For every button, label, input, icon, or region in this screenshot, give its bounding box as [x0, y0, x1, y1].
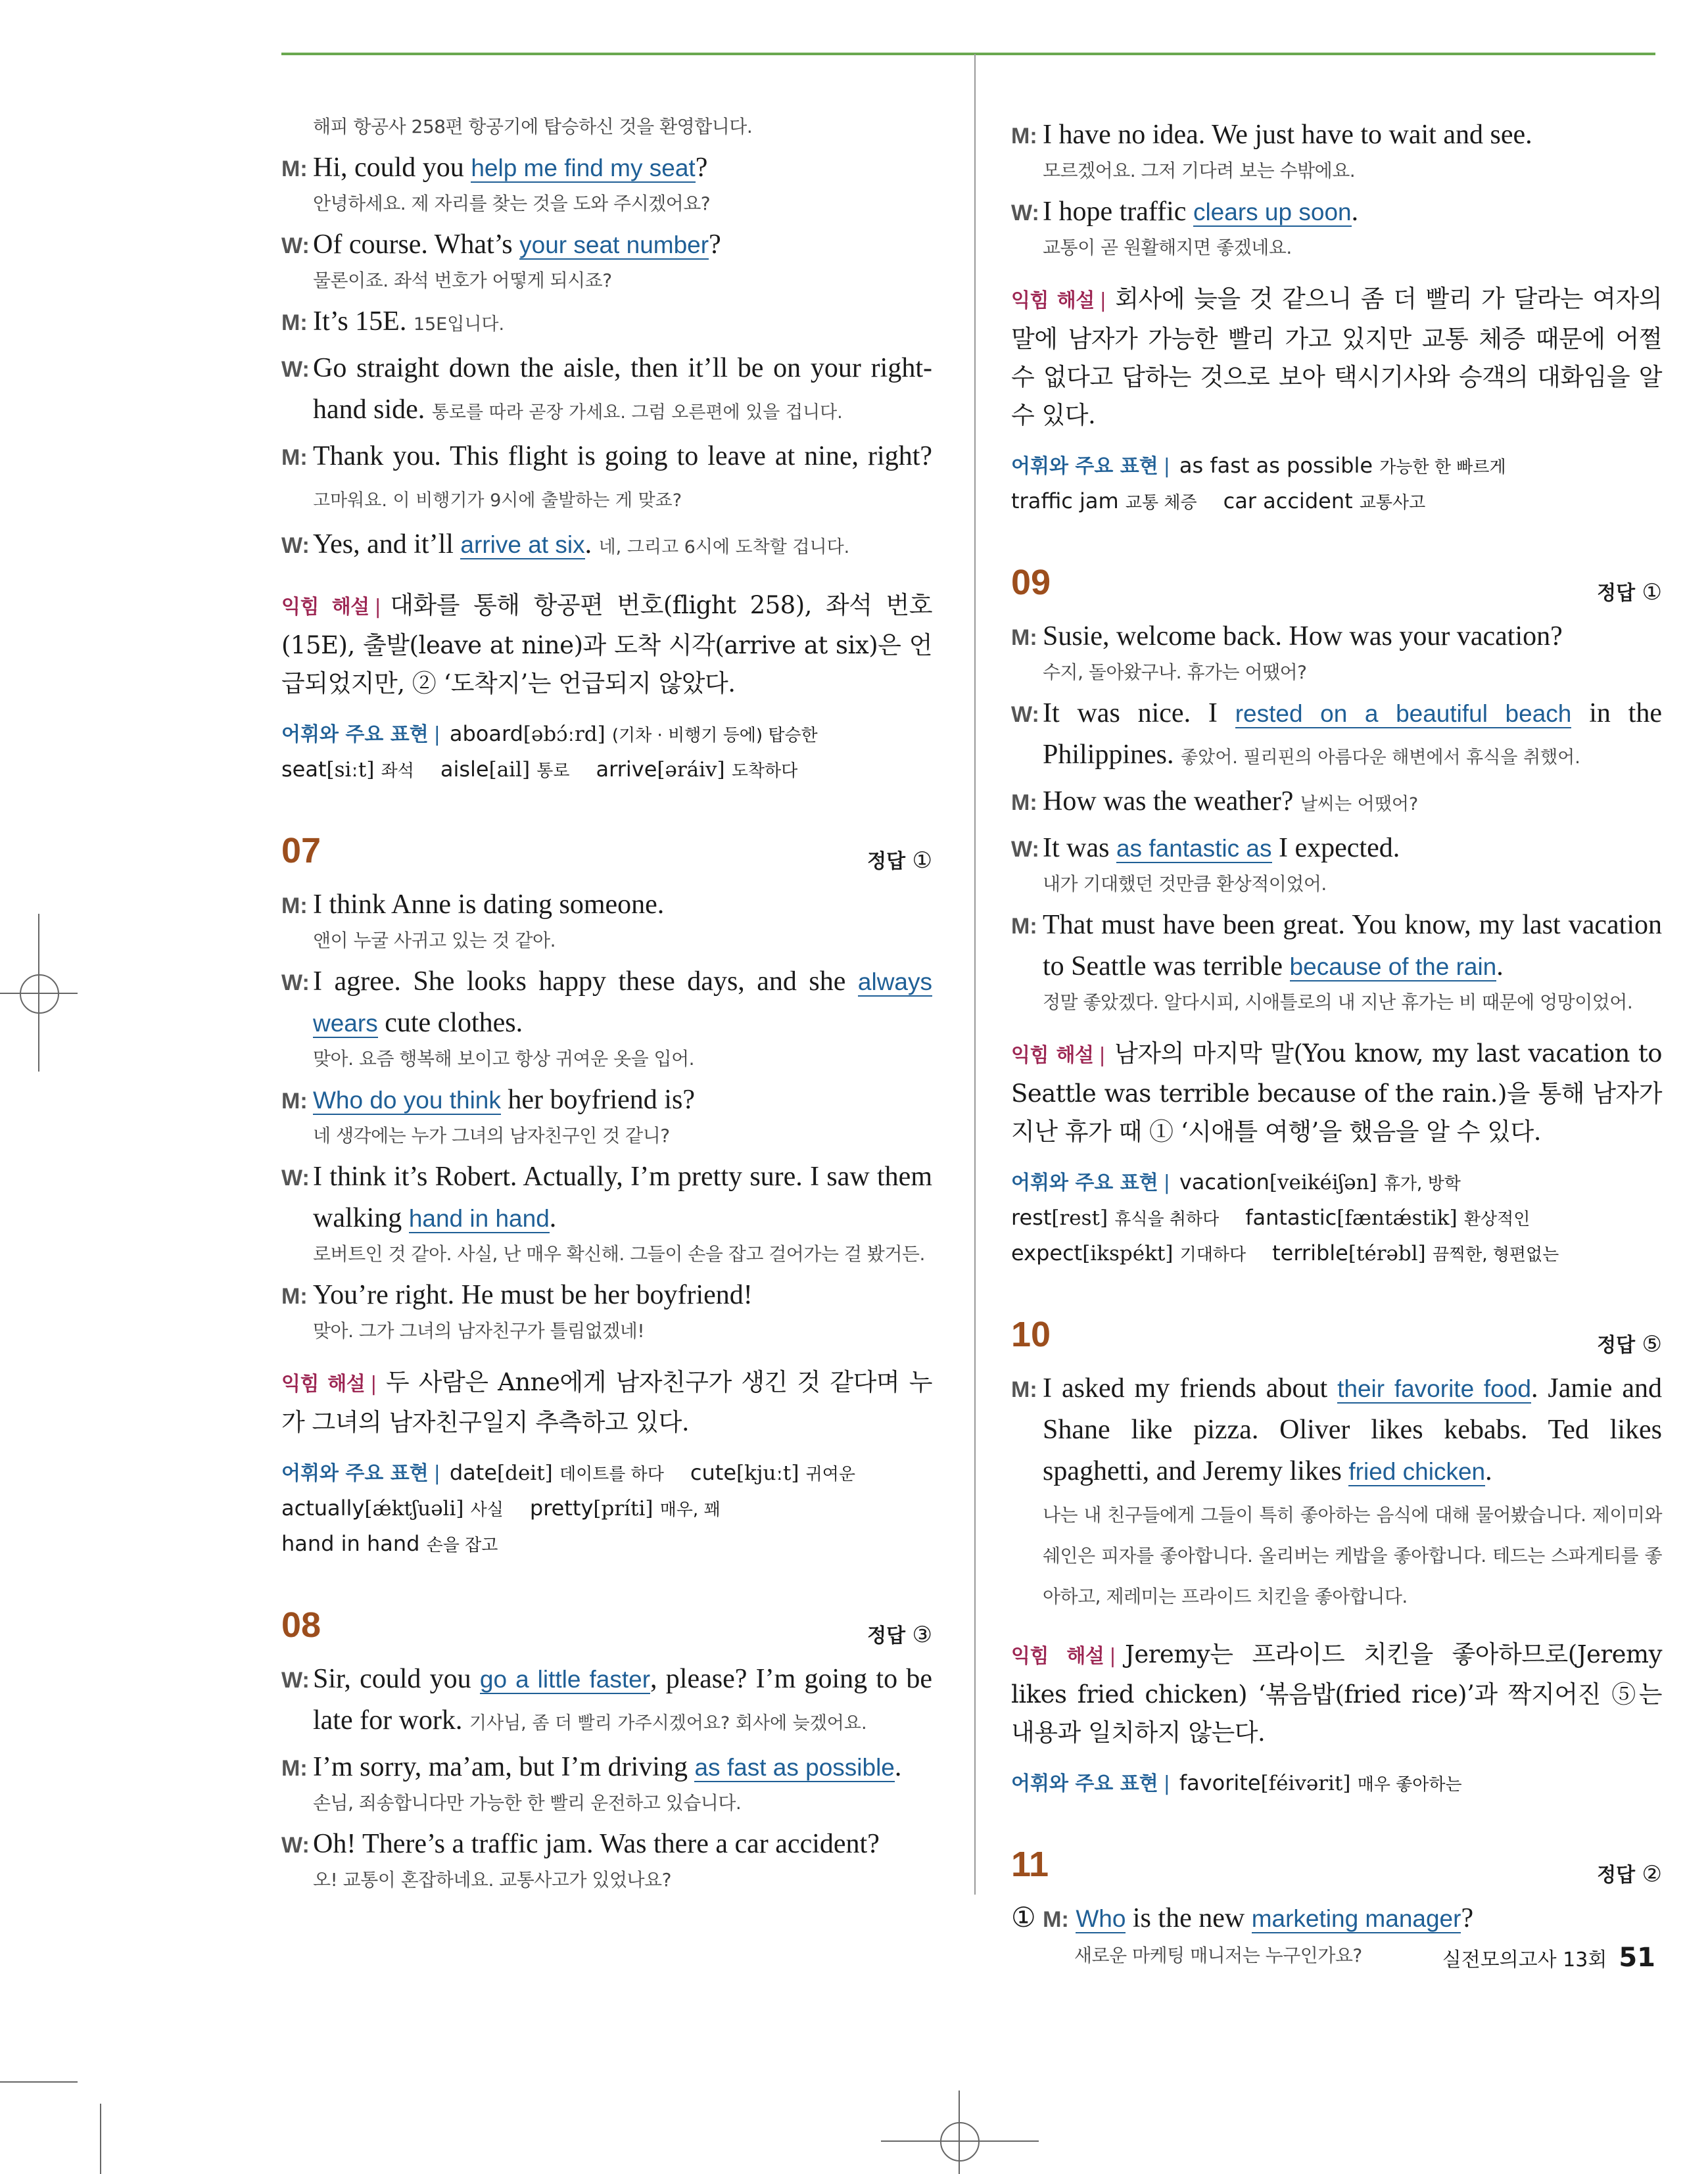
speaker-label: M:	[281, 445, 308, 470]
vocab-meaning: 매우 좋아하는	[1357, 1775, 1462, 1795]
separator: |	[433, 723, 440, 746]
dialogue-line	[1011, 191, 1662, 233]
dialogue-line	[281, 1824, 932, 1865]
vocab-pron: [ail]	[488, 758, 531, 782]
explanation	[281, 1363, 932, 1442]
vocab-pron: [ǽktʃuəli]	[364, 1497, 464, 1521]
dialogue-line	[281, 1659, 932, 1744]
vocab-meaning: 가능한 한 빠르게	[1379, 458, 1506, 477]
line-text: It was nice. I	[1043, 698, 1235, 728]
dialogue-line	[1011, 905, 1662, 987]
inline-translation: 네, 그리고 6시에 도착할 겁니다.	[598, 537, 850, 557]
vocab-label: 어휘와 주요 표현	[281, 1462, 429, 1485]
dialogue-line	[281, 348, 932, 433]
vocab-meaning: 교통 체증	[1125, 493, 1197, 513]
translation: 로버트인 것 같아. 사실, 난 매우 확신해. 그들이 손을 잡고 걸어가는 걸 봤거든.	[313, 1243, 925, 1265]
vocab-meaning: 손을 잡고	[426, 1536, 498, 1555]
inline-translation: 고마워요. 이 비행기가 9시에 출발하는 게 맞죠?	[313, 490, 682, 511]
registration-circle	[20, 974, 59, 1014]
line-text: .	[1485, 1456, 1492, 1486]
left-column	[281, 112, 932, 1901]
vocab-word: rest	[1011, 1205, 1052, 1230]
line-text: ?	[709, 229, 721, 260]
vocab-row	[1011, 449, 1662, 484]
vocab-meaning: 끔찍한, 형편없는	[1432, 1245, 1559, 1265]
vocab-word: favorite	[1179, 1770, 1261, 1795]
vocab-pron: [fæntǽstik]	[1337, 1206, 1458, 1230]
separator: |	[1099, 1044, 1106, 1067]
line-text: I hope traffic	[1043, 197, 1193, 227]
translation: 나는 내 친구들에게 그들이 특히 좋아하는 음식에 대해 물어봤습니다. 제이미와 쉐인은 피자를 좋아합니다. 올리버는 케밥을 좋아합니다. 테드는 스파게티를 좋아하고, 제레미는 프라이드 치킨을 좋아합니다.	[1043, 1504, 1662, 1607]
page-number: 51	[1619, 1943, 1655, 1973]
vocab-meaning: 귀여운	[805, 1465, 856, 1484]
vocabulary	[1011, 1166, 1662, 1272]
line-text: ?	[1461, 1903, 1474, 1933]
vocabulary	[1011, 1766, 1662, 1802]
answer-key	[867, 845, 932, 874]
speaker-label: M:	[281, 893, 308, 918]
inline-translation: 통로를 따라 곧장 가세요. 그럼 오른편에 있을 겁니다.	[431, 402, 843, 423]
answer-key	[1597, 1858, 1662, 1887]
translation: 모르겠어요. 그저 기다려 보는 수밖에요.	[1043, 160, 1356, 181]
line-text: ?	[695, 153, 708, 183]
answer-value: ⑤	[1642, 1331, 1662, 1358]
answer-value: ②	[1642, 1861, 1662, 1887]
line-text: I expected.	[1271, 833, 1400, 863]
dialogue-line	[1011, 781, 1662, 825]
explanation-text: 회사에 늦을 것 같으니 좀 더 빨리 가 달라는 여자의 말에 남자가 가능한 빨리 가고 있지만 교통 체증 때문에 어쩔 수 없다고 답하는 것으로 보아 택시기사와 승객의 대화임을 알 수 있다.	[1011, 285, 1662, 429]
vocab-meaning: (기차 · 비행기 등에) 탑승한	[611, 726, 818, 745]
vocab-word: expect	[1011, 1241, 1083, 1265]
speaker-label: W:	[281, 357, 310, 382]
line-text: in the Philippines.	[1043, 698, 1662, 770]
explanation-label: 익힘 해설	[1011, 1044, 1094, 1067]
line-text: Sir, could you	[313, 1664, 480, 1694]
vocab-meaning: 휴가, 방학	[1383, 1174, 1461, 1194]
answer-key	[867, 1619, 932, 1648]
vocab-pron: [ikspékt]	[1082, 1242, 1174, 1265]
blank-answer: because of the rain	[1289, 953, 1497, 980]
inline-translation: 날씨는 어땠어?	[1300, 794, 1419, 815]
vocab-word: traffic jam	[1011, 488, 1119, 513]
separator: |	[1163, 455, 1170, 478]
vocabulary	[281, 1456, 932, 1563]
question-header	[281, 830, 932, 882]
line-text: .	[584, 529, 599, 559]
dialogue-line	[281, 224, 932, 266]
dialogue-line	[281, 1747, 932, 1788]
speaker-label: M:	[281, 1089, 308, 1114]
vocab-label: 어휘와 주요 표현	[1011, 1171, 1158, 1194]
vocab-pron: [térəbl]	[1348, 1242, 1426, 1265]
answer-key	[1597, 1329, 1662, 1358]
line-text: How was the weather?	[1043, 786, 1300, 816]
footer-title: 실전모의고사 13회	[1442, 1949, 1607, 1972]
speaker-label: M:	[1043, 1907, 1069, 1932]
dialogue-line	[281, 1079, 932, 1121]
vocab-row	[281, 1492, 932, 1527]
question-number: 10	[1011, 1315, 1051, 1354]
translation: 새로운 마케팅 매니저는 누구인가요?	[1074, 1945, 1362, 1966]
line-text: her boyfriend is?	[500, 1085, 695, 1115]
speaker-label: M:	[281, 1756, 308, 1781]
vocab-row	[1011, 1166, 1662, 1201]
answer-label: 정답	[1597, 1334, 1636, 1357]
vocab-pron: [príti]	[593, 1497, 653, 1521]
inline-translation: 기사님, 좀 더 빨리 가주시겠어요? 회사에 늦겠어요.	[469, 1713, 867, 1734]
speaker-label: W:	[281, 233, 310, 258]
vocabulary	[1011, 449, 1662, 520]
line-text: It’s 15E.	[313, 306, 414, 337]
vocab-row	[1011, 1237, 1662, 1272]
speaker-label: M:	[281, 1284, 308, 1309]
translation: 손님, 죄송합니다만 가능한 한 빨리 운전하고 있습니다.	[313, 1792, 742, 1814]
translation: 해피 항공사 258편 항공기에 탑승하신 것을 환영합니다.	[313, 116, 753, 137]
explanation-label: 익힘 해설	[281, 1373, 366, 1396]
line-text: .	[549, 1203, 557, 1233]
vocab-word: aisle	[440, 757, 489, 782]
separator: |	[370, 1373, 377, 1396]
explanation-text: 남자의 마지막 말(You know, my last vacation to Seattle was terrible because of the rain.)을 통해 남자가 지난 휴가 때 ① ‘시애틀 여행’을 했음을 알 수 있다.	[1011, 1039, 1662, 1146]
vocab-row	[1011, 484, 1662, 520]
separator: |	[1109, 1645, 1116, 1668]
line-text: I’m sorry, ma’am, but I’m driving	[313, 1752, 695, 1782]
vocab-label: 어휘와 주요 표현	[1011, 1772, 1158, 1795]
line-text: Thank you. This flight is going to leave at nine, right?	[313, 441, 932, 471]
top-rule	[281, 53, 1655, 55]
vocab-meaning: 데이트를 하다	[559, 1465, 664, 1484]
speaker-label: M:	[281, 156, 308, 181]
speaker-label: M:	[281, 310, 308, 335]
dialogue-line	[1011, 1898, 1662, 1941]
vocab-word: aboard	[449, 721, 523, 746]
vocab-row	[281, 1456, 932, 1492]
speaker-label: W:	[281, 1833, 310, 1858]
question-header	[281, 1605, 932, 1656]
vocab-meaning: 기대하다	[1179, 1245, 1246, 1265]
explanation-text: Jeremy는 프라이드 치킨을 좋아하므로(Jeremy likes fried chicken) ‘볶음밥(fried rice)’과 짝지어진 ⑤는 내용과 일치하지 않는다.	[1011, 1640, 1662, 1747]
option-marker: ①	[1011, 1903, 1036, 1933]
blank-answer: Who do you think	[313, 1087, 501, 1114]
separator: |	[374, 596, 381, 619]
vocab-pron: [kjuːt]	[736, 1461, 799, 1485]
line-text: Oh! There’s a traffic jam. Was there a car accident?	[313, 1829, 880, 1859]
translation: 수지, 돌아왔구나. 휴가는 어땠어?	[1043, 661, 1307, 683]
blank-answer: help me find my seat	[471, 154, 696, 181]
translation: 교통이 곧 원활해지면 좋겠네요.	[1043, 237, 1292, 258]
vocab-row	[1011, 1201, 1662, 1237]
vocab-label: 어휘와 주요 표현	[1011, 455, 1158, 478]
vocab-word: arrive	[596, 757, 657, 782]
blank-answer: fried chicken	[1348, 1458, 1486, 1485]
explanation-label: 익힘 해설	[1011, 289, 1095, 312]
blank-answer: arrive at six	[460, 531, 585, 558]
blank-answer: Who	[1076, 1905, 1126, 1932]
crop-mark	[100, 2104, 101, 2174]
speaker-label: W:	[281, 1166, 310, 1191]
answer-key	[1597, 577, 1662, 605]
vocab-meaning: 교통사고	[1359, 493, 1426, 513]
vocab-pron: [siːt]	[326, 758, 375, 782]
vocab-word: car accident	[1223, 488, 1353, 513]
answer-value: ①	[1642, 579, 1662, 605]
blank-answer: go a little faster	[479, 1666, 651, 1693]
vocab-meaning: 통로	[536, 761, 570, 781]
line-text: You’re right. He must be her boyfriend!	[313, 1280, 753, 1310]
blank-answer: rested on a beautiful beach	[1235, 700, 1572, 727]
dialogue-line	[281, 147, 932, 189]
separator: |	[1099, 289, 1106, 312]
question-number: 08	[281, 1605, 321, 1645]
explanation-text: 두 사람은 Anne에게 남자친구가 생긴 것 같다며 누가 그녀의 남자친구일지 추측하고 있다.	[281, 1368, 932, 1436]
dialogue-line	[281, 436, 932, 521]
explanation-label: 익힘 해설	[1011, 1645, 1104, 1668]
dialogue-line	[281, 1275, 932, 1316]
question-header	[1011, 1314, 1662, 1365]
translation: 물론이죠. 좌석 번호가 어떻게 되시죠?	[313, 270, 612, 291]
speaker-label: M:	[1011, 790, 1037, 815]
vocab-word: fantastic	[1245, 1205, 1337, 1230]
vocab-label: 어휘와 주요 표현	[281, 723, 429, 746]
explanation-label: 익힘 해설	[281, 596, 369, 619]
vocab-word: date	[449, 1460, 498, 1485]
dialogue-line	[1011, 693, 1662, 778]
answer-label: 정답	[867, 1624, 906, 1647]
speaker-label: M:	[1011, 625, 1037, 650]
translation: 네 생각에는 누가 그녀의 남자친구인 것 같니?	[313, 1125, 670, 1146]
question-number: 11	[1011, 1845, 1049, 1884]
line-text: Yes, and it’ll	[313, 529, 461, 559]
speaker-label: W:	[1011, 837, 1039, 862]
speaker-label: W:	[1011, 702, 1039, 727]
dialogue-line	[1011, 616, 1662, 657]
line-text: I think Anne is dating someone.	[313, 889, 665, 920]
vocab-word: terrible	[1272, 1241, 1348, 1265]
speaker-label: M:	[1011, 124, 1037, 149]
vocab-word: hand in hand	[281, 1531, 420, 1556]
answer-label: 정답	[1597, 582, 1636, 605]
explanation	[281, 586, 932, 703]
separator: |	[1163, 1772, 1170, 1795]
blank-answer: clears up soon	[1193, 199, 1352, 225]
explanation	[1011, 1636, 1662, 1752]
vocab-meaning: 매우, 꽤	[659, 1500, 721, 1520]
translation: 안녕하세요. 제 자리를 찾는 것을 도와 주시겠어요?	[313, 193, 711, 214]
line-text: It was	[1043, 833, 1116, 863]
vocab-meaning: 환상적인	[1463, 1210, 1530, 1229]
dialogue-line	[281, 961, 932, 1044]
translation: 맞아. 그가 그녀의 남자친구가 틀림없겠네!	[313, 1320, 645, 1342]
question-number: 09	[1011, 563, 1051, 602]
vocabulary	[281, 717, 932, 788]
vocab-pron: [əbɔ́ːrd]	[523, 722, 605, 746]
translation: 오! 교통이 혼잡하네요. 교통사고가 있었나요?	[313, 1869, 671, 1891]
answer-value: ③	[912, 1622, 932, 1648]
explanation	[1011, 280, 1662, 435]
answer-label: 정답	[1597, 1864, 1636, 1887]
vocab-meaning: 도착하다	[731, 761, 798, 781]
vocab-pron: [əráiv]	[657, 758, 725, 782]
blank-answer: as fast as possible	[694, 1754, 895, 1781]
translation: 맞아. 요즘 행복해 보이고 항상 귀여운 옷을 입어.	[313, 1048, 695, 1070]
line-text: . Jamie and Shane like pizza. Oliver likes kebabs. Ted likes spaghetti, and Jeremy likes	[1043, 1373, 1662, 1486]
vocab-row	[1011, 1766, 1662, 1802]
line-text: I asked my friends about	[1043, 1373, 1338, 1404]
line-text: .	[894, 1752, 902, 1782]
blank-answer: hand in hand	[408, 1205, 550, 1232]
speaker-label: W:	[281, 533, 310, 558]
line-text: I think it’s Robert. Actually, I’m pretty sure. I saw them walking	[313, 1162, 932, 1233]
explanation-text: 대화를 통해 항공편 번호(flight 258), 좌석 번호(15E), 출발(leave at nine)과 도착 시각(arrive at six)은 언급되었지만, ② ‘도착지’는 언급되지 않았다.	[281, 591, 933, 697]
dialogue-line	[281, 301, 932, 345]
inline-translation: 15E입니다.	[413, 314, 505, 335]
line-text: I agree. She looks happy these days, and she	[313, 966, 858, 997]
vocab-meaning: 좌석	[381, 761, 414, 781]
line-text: That must have been great. You know, my last vacation to Seattle was terrible	[1043, 910, 1662, 981]
speaker-label: M:	[1011, 914, 1037, 939]
answer-label: 정답	[867, 850, 906, 873]
line-text: , please? I’m going to be late for work.	[313, 1664, 932, 1736]
vocab-word: vacation	[1179, 1170, 1269, 1194]
dialogue-line	[1011, 114, 1662, 156]
vocab-meaning: 사실	[470, 1500, 504, 1520]
line-text: .	[1496, 951, 1504, 981]
separator: |	[433, 1462, 440, 1485]
question-header	[1011, 1844, 1662, 1895]
line-text: Susie, welcome back. How was your vacation?	[1043, 621, 1563, 651]
translation: 앤이 누굴 사귀고 있는 것 같아.	[313, 930, 556, 951]
line-text: cute clothes.	[377, 1008, 523, 1038]
line-text: Of course. What’s	[313, 229, 520, 260]
dialogue-line	[281, 884, 932, 926]
vocab-word: cute	[690, 1460, 737, 1485]
vocab-pron: [veikéiʃən]	[1269, 1171, 1377, 1194]
registration-circle	[940, 2122, 980, 2162]
blank-answer: as fantastic as	[1116, 835, 1272, 862]
vocab-pron: [rest]	[1051, 1206, 1108, 1230]
speaker-label: W:	[281, 1668, 310, 1693]
answer-value: ①	[912, 847, 932, 874]
vocab-pron: [deit]	[497, 1461, 553, 1485]
dialogue-line	[281, 524, 932, 568]
vocab-meaning: 휴식을 취하다	[1114, 1210, 1220, 1229]
line-text: is the new	[1126, 1903, 1252, 1933]
vocab-word: seat	[281, 757, 327, 782]
speaker-label: W:	[281, 970, 310, 995]
line-text: .	[1351, 197, 1359, 227]
vocab-row	[281, 753, 932, 788]
column-divider	[974, 54, 976, 1895]
line-text: I have no idea. We just have to wait and see.	[1043, 120, 1532, 150]
crop-mark	[0, 2081, 78, 2083]
vocab-row	[281, 717, 932, 753]
question-header	[1011, 562, 1662, 613]
question-number: 07	[281, 831, 321, 870]
vocab-word: pretty	[529, 1496, 594, 1521]
page-footer	[1442, 1943, 1655, 1973]
vocab-word: actually	[281, 1496, 365, 1521]
explanation	[1011, 1035, 1662, 1151]
inline-translation: 좋았어. 필리핀의 아름다운 해변에서 휴식을 취했어.	[1181, 747, 1580, 768]
separator: |	[1163, 1171, 1170, 1194]
blank-answer: marketing manager	[1251, 1905, 1461, 1932]
vocab-pron: [féivərit]	[1260, 1772, 1351, 1795]
blank-answer: your seat number	[519, 231, 709, 258]
line-text: Hi, could you	[313, 153, 471, 183]
vocab-word: as fast as possible	[1179, 453, 1373, 478]
speaker-label: W:	[1011, 201, 1039, 225]
blank-answer: always wears	[313, 968, 932, 1037]
dialogue-line	[1011, 1368, 1662, 1492]
dialogue-line	[1011, 828, 1662, 869]
right-column	[1011, 112, 1662, 1976]
dialogue-line	[281, 1156, 932, 1239]
vocab-row	[281, 1527, 932, 1563]
speaker-label: M:	[1011, 1377, 1037, 1402]
translation: 정말 좋았겠다. 알다시피, 시애틀로의 내 지난 휴가는 비 때문에 엉망이었어.	[1043, 991, 1633, 1013]
line-text: Go straight down the aisle, then it’ll be on your right-hand side.	[313, 353, 932, 425]
blank-answer: their favorite food	[1337, 1375, 1531, 1402]
translation: 내가 기대했던 것만큼 환상적이었어.	[1043, 873, 1327, 895]
